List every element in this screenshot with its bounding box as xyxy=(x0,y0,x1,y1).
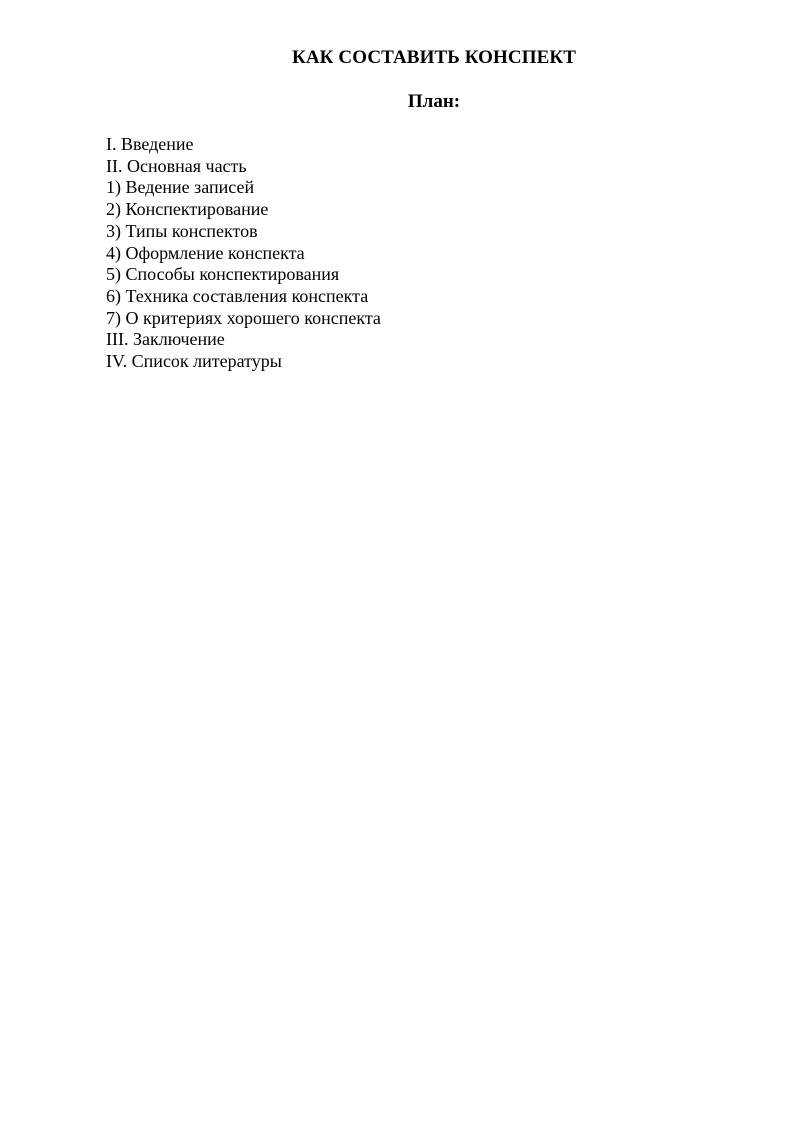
document-title: КАК СОСТАВИТЬ КОНСПЕКТ xyxy=(291,47,577,68)
plan-heading: План: xyxy=(407,91,461,112)
plan-item: II. Основная часть xyxy=(106,155,247,176)
plan-item: IV. Список литературы xyxy=(106,351,282,372)
plan-item: 1) Ведение записей xyxy=(106,177,255,198)
plan-item: 3) Типы конспектов xyxy=(106,220,258,241)
plan-item: 4) Оформление конспекта xyxy=(106,242,305,263)
plan-item: I. Введение xyxy=(106,134,194,154)
plan-item: 2) Конспектирование xyxy=(106,199,269,220)
plan-item: 7) О критериях хорошего конспекта xyxy=(106,307,381,328)
plan-item: III. Заключение xyxy=(106,329,225,350)
plan-list xyxy=(106,134,381,373)
plan-item: 6) Техника составления конспекта xyxy=(106,285,369,306)
plan-item: 5) Способы конспектирования xyxy=(106,264,340,285)
